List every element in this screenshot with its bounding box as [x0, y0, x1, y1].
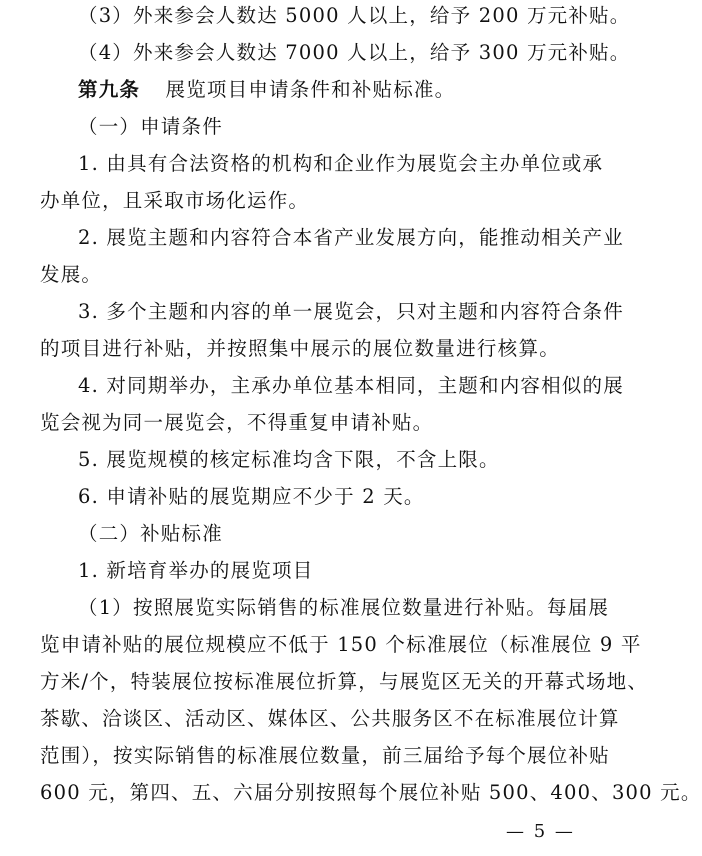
line-text-8: 2. 展览主题和内容符合本省产业发展方向，能推动相关产业: [78, 226, 624, 249]
paragraph-line-18: [78, 595, 610, 621]
paragraph-line-8: [78, 225, 624, 251]
subsection-heading-text: 1. 新培育举办的展览项目: [78, 559, 314, 582]
paragraph-line-23: [40, 780, 702, 806]
line-text-23: 600 元，第四、五、六届分别按照每个展位补贴 500、400、300 元。: [40, 781, 702, 804]
line-text-21: 茶歇、洽谈区、活动区、媒体区、公共服务区不在标准展位计算: [40, 707, 620, 730]
paragraph-line-20: [40, 669, 649, 695]
section-heading-text-2: （二）补贴标准: [78, 522, 223, 545]
line-text-2: （4）外来参会人数达 7000 人以上，给予 300 万元补贴。: [78, 41, 631, 64]
article-heading: [78, 77, 455, 103]
paragraph-line-1: [78, 3, 631, 29]
line-text-19: 览申请补贴的展位规模应不低于 150 个标准展位（标准展位 9 平: [40, 633, 642, 656]
page-number: — 5 —: [506, 821, 575, 842]
line-text-6: 1. 由具有合法资格的机构和企业作为展览会主办单位或承: [78, 152, 604, 175]
section-heading-text: （一）申请条件: [78, 115, 223, 138]
line-text-12: 4. 对同期举办，主承办单位基本相同，主题和内容相似的展: [78, 374, 624, 397]
paragraph-line-11: [40, 336, 560, 362]
paragraph-line-14: [78, 447, 500, 473]
line-text-14: 5. 展览规模的核定标准均含下限，不含上限。: [78, 448, 500, 471]
line-text-1: （3）外来参会人数达 5000 人以上，给予 200 万元补贴。: [78, 4, 631, 27]
paragraph-line-15: [78, 484, 425, 510]
article-number: 第九条: [78, 78, 141, 101]
section-heading-standard: [78, 521, 223, 547]
subsection-heading: [78, 558, 313, 584]
line-text-20: 方米/个，特装展位按标准展位折算，与展览区无关的开幕式场地、: [40, 670, 649, 693]
paragraph-line-6: [78, 151, 604, 177]
line-text-18: （1）按照展览实际销售的标准展位数量进行补贴。每届展: [78, 596, 610, 619]
article-title: 展览项目申请条件和补贴标准。: [165, 78, 456, 101]
paragraph-line-13: [40, 410, 433, 436]
paragraph-line-10: [78, 299, 624, 325]
line-text-22: 范围），按实际销售的标准展位数量，前三届给予每个展位补贴: [40, 744, 610, 767]
paragraph-line-21: [40, 706, 620, 732]
paragraph-line-2: [78, 40, 631, 66]
paragraph-line-9: [40, 262, 102, 288]
paragraph-line-22: [40, 743, 610, 769]
line-text-13: 览会视为同一展览会，不得重复申请补贴。: [40, 411, 434, 434]
line-text-9: 发展。: [40, 263, 103, 286]
line-text-11: 的项目进行补贴，并按照集中展示的展位数量进行核算。: [40, 337, 560, 360]
paragraph-line-19: [40, 632, 642, 658]
line-text-15: 6. 申请补贴的展览期应不少于 2 天。: [78, 485, 425, 508]
line-text-7: 办单位，且采取市场化运作。: [40, 189, 310, 212]
paragraph-line-12: [78, 373, 624, 399]
section-heading-application: [78, 114, 223, 140]
line-text-10: 3. 多个主题和内容的单一展览会，只对主题和内容符合条件: [78, 300, 624, 323]
paragraph-line-7: [40, 188, 309, 214]
